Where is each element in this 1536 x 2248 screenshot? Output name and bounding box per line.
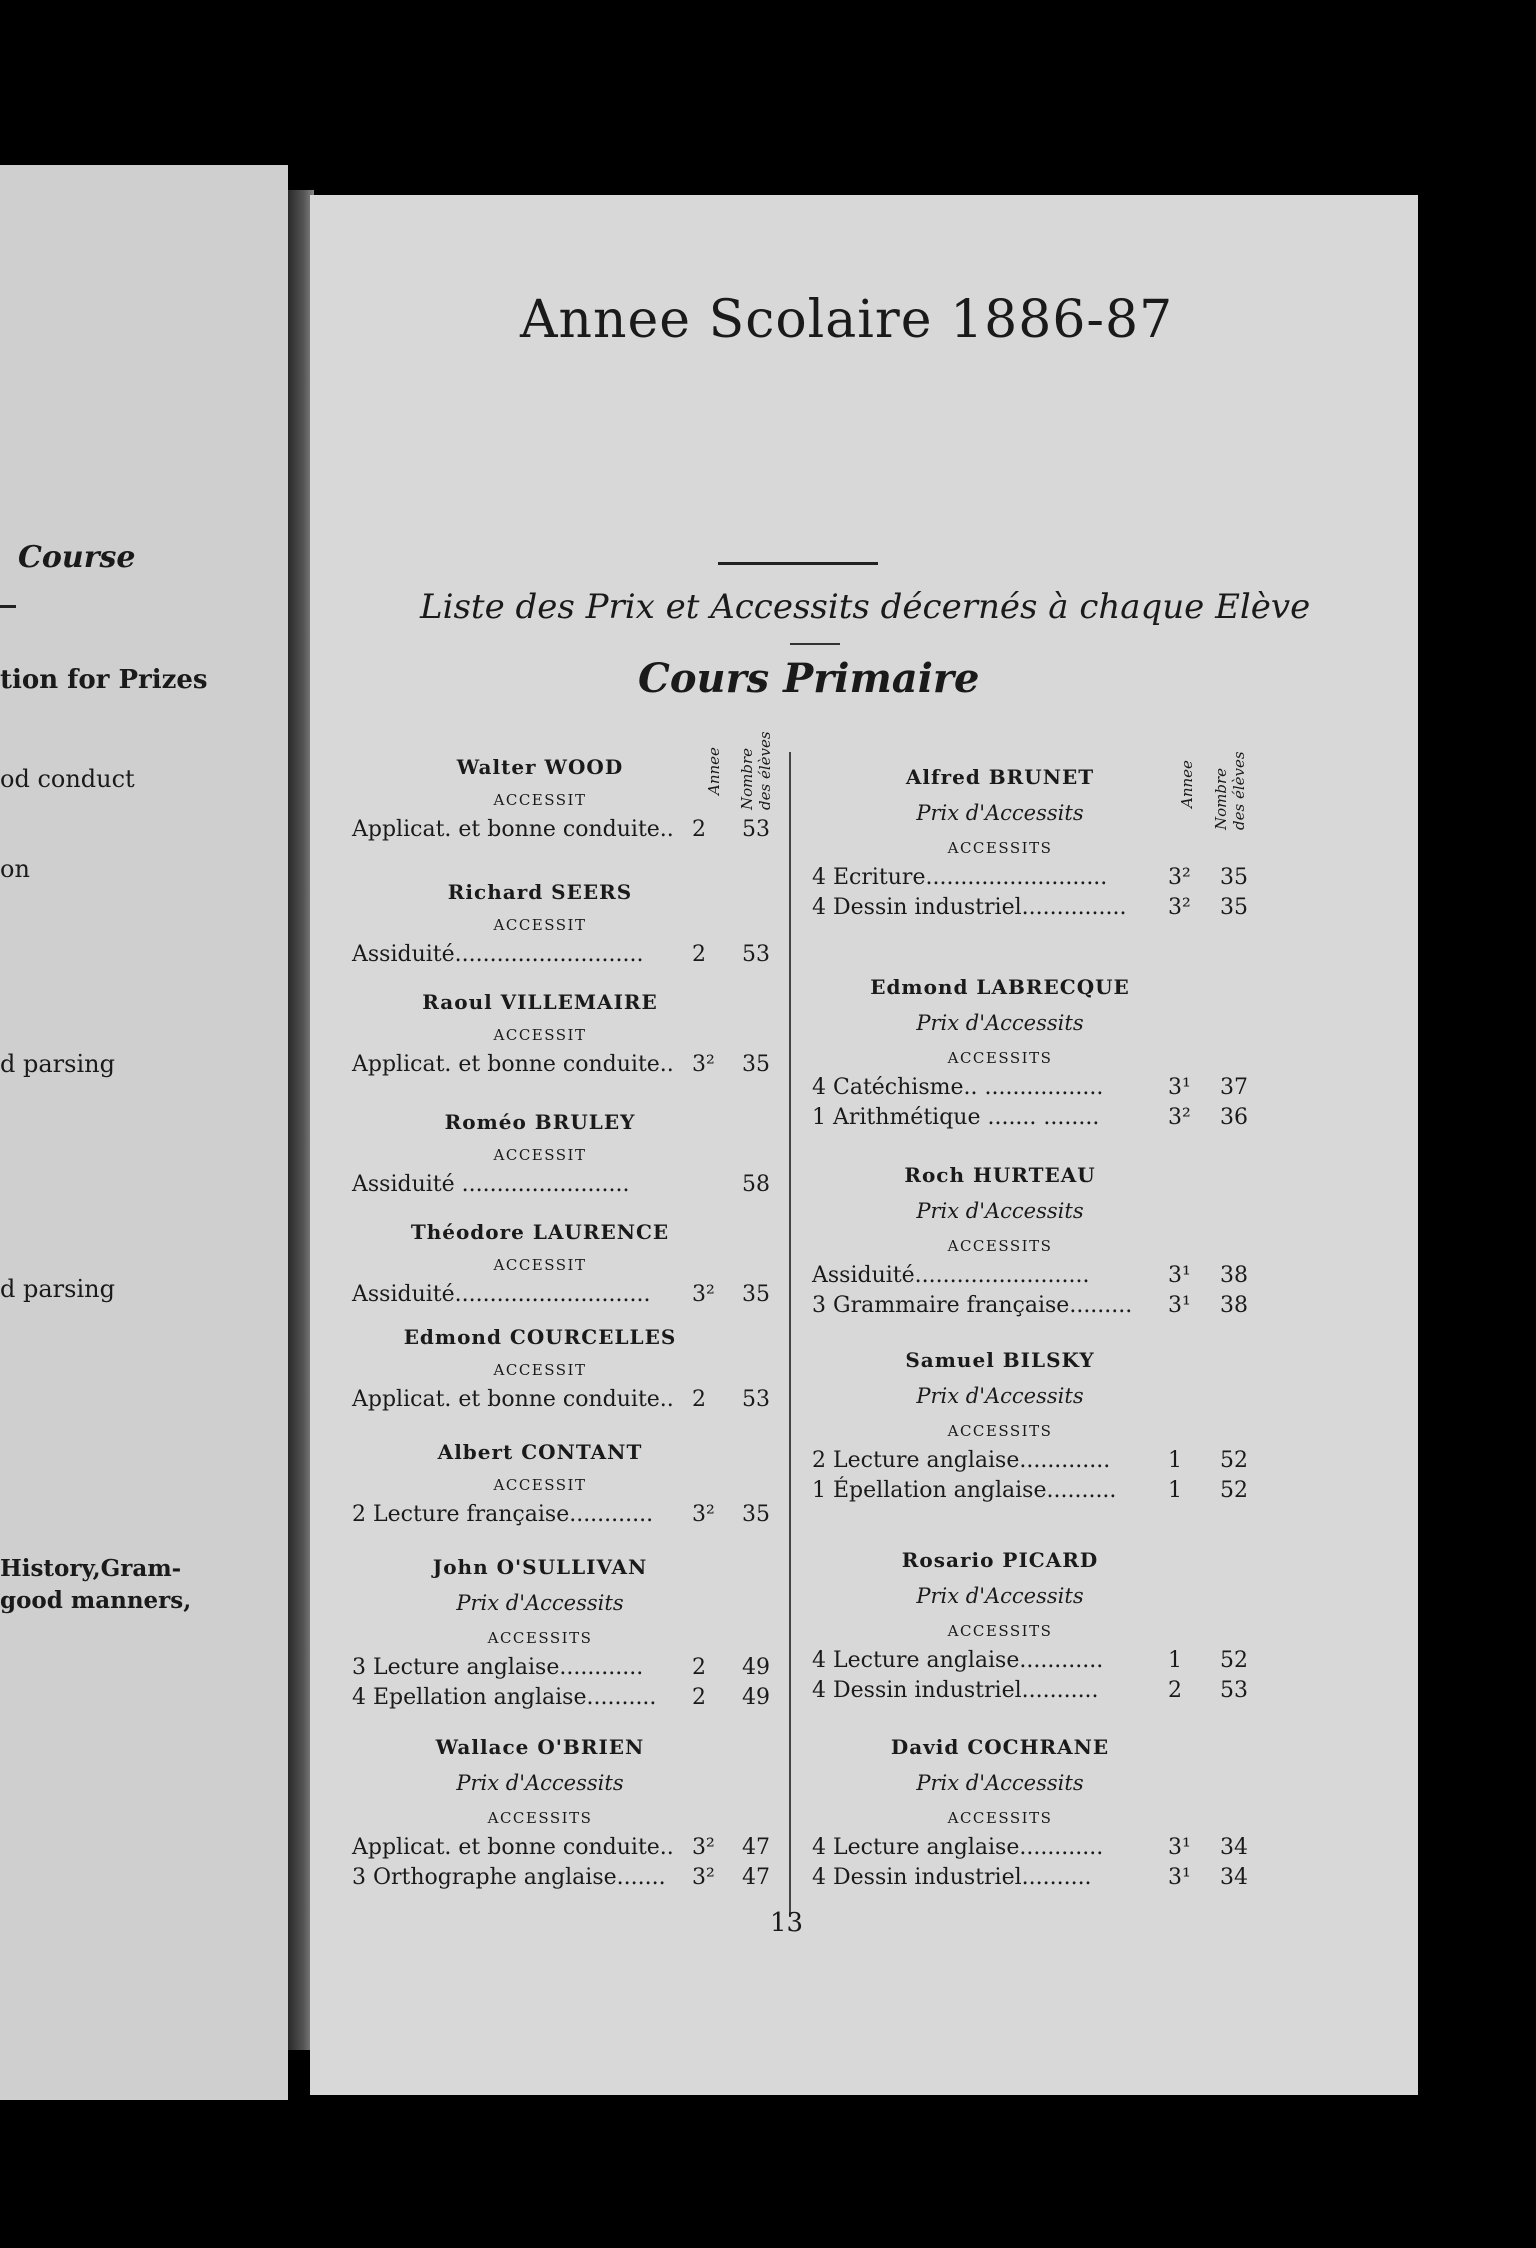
nombre-value: 53 [742,1387,770,1412]
prix-label: Prix d'Accessits [916,1199,1084,1223]
award-label: Applicat. et bonne conduite.. [352,1052,674,1077]
award-label: Assiduité........................... [352,942,644,967]
award-row [352,1172,772,1202]
nombre-value: 47 [742,1835,770,1860]
award-label: Assiduité ........................ [352,1172,630,1197]
award-label: Assiduité......................... [812,1263,1090,1288]
annee-value: 1 [1168,1478,1182,1503]
page-number: 13 [770,1908,804,1938]
prix-label: Prix d'Accessits [916,1771,1084,1795]
nombre-value: 52 [1220,1478,1248,1503]
student-name: Raoul VILLEMAIRE [422,990,658,1014]
annee-value: 1 [1168,1448,1182,1473]
nombre-value: 35 [1220,895,1248,920]
award-label: 4 Lecture anglaise............ [812,1835,1104,1860]
nombre-value: 36 [1220,1105,1248,1130]
annee-value: 3¹ [1168,1075,1191,1100]
annee-value: 3¹ [1168,1293,1191,1318]
left-page-line: tion for Prizes [0,665,208,695]
student-name: Roméo BRULEY [444,1110,636,1134]
student-name: Albert CONTANT [437,1440,643,1464]
award-row [352,1502,772,1532]
award-row [352,942,772,972]
nombre-value: 53 [742,817,770,842]
nombre-value: 35 [742,1282,770,1307]
student-name: Wallace O'BRIEN [435,1735,645,1759]
left-page-line: on [0,855,30,883]
right-page [310,195,1418,2095]
annee-value: 3² [1168,865,1191,890]
prix-label: Prix d'Accessits [916,801,1084,825]
nombre-value: 38 [1220,1263,1248,1288]
accessit-label: ACCESSITS [947,1622,1053,1640]
nombre-value: 38 [1220,1293,1248,1318]
nombre-value: 37 [1220,1075,1248,1100]
award-row [812,1105,1248,1135]
award-row [352,817,772,847]
award-label: 1 Épellation anglaise.......... [812,1478,1117,1503]
prix-label: Prix d'Accessits [916,1584,1084,1608]
annee-value: 3² [692,1835,715,1860]
accessit-label: ACCESSIT [493,916,587,934]
nombre-value: 49 [742,1655,770,1680]
award-label: Applicat. et bonne conduite.. [352,1387,674,1412]
annee-value: 3² [692,1502,715,1527]
col-annee-header: Annee [705,747,723,795]
annee-value: 2 [1168,1678,1182,1703]
student-name: David COCHRANE [890,1735,1110,1759]
nombre-value: 58 [742,1172,770,1197]
award-label: 2 Lecture française............ [352,1502,654,1527]
award-row [812,1865,1248,1895]
award-label: 3 Orthographe anglaise....... [352,1865,666,1890]
section-title: Cours Primaire [638,655,980,702]
nombre-value: 35 [1220,865,1248,890]
nombre-value: 49 [742,1685,770,1710]
award-row [812,1293,1248,1323]
accessit-label: ACCESSITS [487,1629,593,1647]
award-label: Applicat. et bonne conduite.. [352,1835,674,1860]
award-row [812,1835,1248,1865]
accessit-label: ACCESSITS [487,1809,593,1827]
student-name: Théodore LAURENCE [410,1220,670,1244]
left-page-line: History,Gram- [0,1555,182,1582]
award-row [352,1655,772,1685]
award-row [812,895,1248,925]
award-label: 4 Ecriture.......................... [812,865,1108,890]
student-name: Edmond LABRECQUE [870,975,1130,999]
prix-label: Prix d'Accessits [456,1591,624,1615]
page-title: Annee Scolaire 1886-87 [520,290,1174,350]
nombre-value: 34 [1220,1835,1248,1860]
award-row [812,1678,1248,1708]
prix-label: Prix d'Accessits [916,1384,1084,1408]
accessit-label: ACCESSITS [947,1422,1053,1440]
left-page-line: d parsing [0,1275,115,1303]
nombre-value: 52 [1220,1648,1248,1673]
col-nombre-header: Nombre des élèves [738,731,774,810]
nombre-value: 35 [742,1052,770,1077]
nombre-value: 47 [742,1865,770,1890]
prix-label: Prix d'Accessits [456,1771,624,1795]
annee-value: 3¹ [1168,1865,1191,1890]
annee-value: 3² [692,1052,715,1077]
award-label: 4 Lecture anglaise............ [812,1648,1104,1673]
annee-value: 1 [1168,1648,1182,1673]
student-name: Roch HURTEAU [904,1163,1096,1187]
student-name: Edmond COURCELLES [403,1325,677,1349]
column-divider [789,752,791,1917]
award-row [352,1282,772,1312]
subtitle-rule [790,643,840,645]
award-label: 3 Grammaire française......... [812,1293,1133,1318]
prix-label: Prix d'Accessits [916,1011,1084,1035]
col-annee-header: Annee [1178,760,1196,808]
nombre-value: 35 [742,1502,770,1527]
award-label: 1 Arithmétique ....... ........ [812,1105,1100,1130]
award-row [352,1052,772,1082]
student-name: Richard SEERS [447,880,633,904]
left-page-line: Course [18,540,136,575]
award-label: 4 Dessin industriel............... [812,895,1127,920]
award-label: Assiduité............................ [352,1282,651,1307]
award-row [812,1263,1248,1293]
student-name: Rosario PICARD [901,1548,1099,1572]
annee-value: 3² [1168,895,1191,920]
student-name: John O'SULLIVAN [432,1555,648,1579]
award-row [352,1835,772,1865]
award-label: 4 Dessin industriel........... [812,1678,1099,1703]
accessit-label: ACCESSITS [947,839,1053,857]
student-name: Walter WOOD [456,755,624,779]
award-row [812,1478,1248,1508]
annee-value: 2 [692,1387,706,1412]
nombre-value: 34 [1220,1865,1248,1890]
left-page-line: od conduct [0,765,135,793]
nombre-value: 52 [1220,1448,1248,1473]
left-page-line: d parsing [0,1050,115,1078]
award-label: 4 Epellation anglaise.......... [352,1685,657,1710]
award-row [352,1865,772,1895]
accessit-label: ACCESSIT [493,1256,587,1274]
student-name: Samuel BILSKY [905,1348,1095,1372]
annee-value: 2 [692,1685,706,1710]
annee-value: 2 [692,817,706,842]
award-label: 2 Lecture anglaise............. [812,1448,1111,1473]
award-label: Applicat. et bonne conduite.. [352,817,674,842]
nombre-value: 53 [1220,1678,1248,1703]
award-row [352,1387,772,1417]
annee-value: 3¹ [1168,1835,1191,1860]
annee-value: 3² [692,1865,715,1890]
award-row [812,1075,1248,1105]
accessit-label: ACCESSITS [947,1237,1053,1255]
accessit-label: ACCESSITS [947,1049,1053,1067]
accessit-label: ACCESSIT [493,1476,587,1494]
award-label: 4 Dessin industriel.......... [812,1865,1092,1890]
nombre-value: 53 [742,942,770,967]
accessit-label: ACCESSIT [493,1361,587,1379]
col-nombre-header: Nombre des élèves [1212,751,1248,830]
award-row [812,865,1248,895]
award-row [812,1648,1248,1678]
annee-value: 3¹ [1168,1263,1191,1288]
award-label: 3 Lecture anglaise............ [352,1655,644,1680]
annee-value: 2 [692,942,706,967]
title-rule [718,562,878,565]
award-label: 4 Catéchisme.. ................. [812,1075,1104,1100]
annee-value: 3² [1168,1105,1191,1130]
annee-value: 3² [692,1282,715,1307]
student-name: Alfred BRUNET [905,765,1095,789]
award-row [352,1685,772,1715]
annee-value: 2 [692,1655,706,1680]
accessit-label: ACCESSIT [493,1026,587,1044]
accessit-label: ACCESSIT [493,1146,587,1164]
page-subtitle: Liste des Prix et Accessits décernés à chaque Elève [420,587,1311,627]
award-row [812,1448,1248,1478]
accessit-label: ACCESSITS [947,1809,1053,1827]
accessit-label: ACCESSIT [493,791,587,809]
left-page-line: good manners, [0,1587,192,1614]
